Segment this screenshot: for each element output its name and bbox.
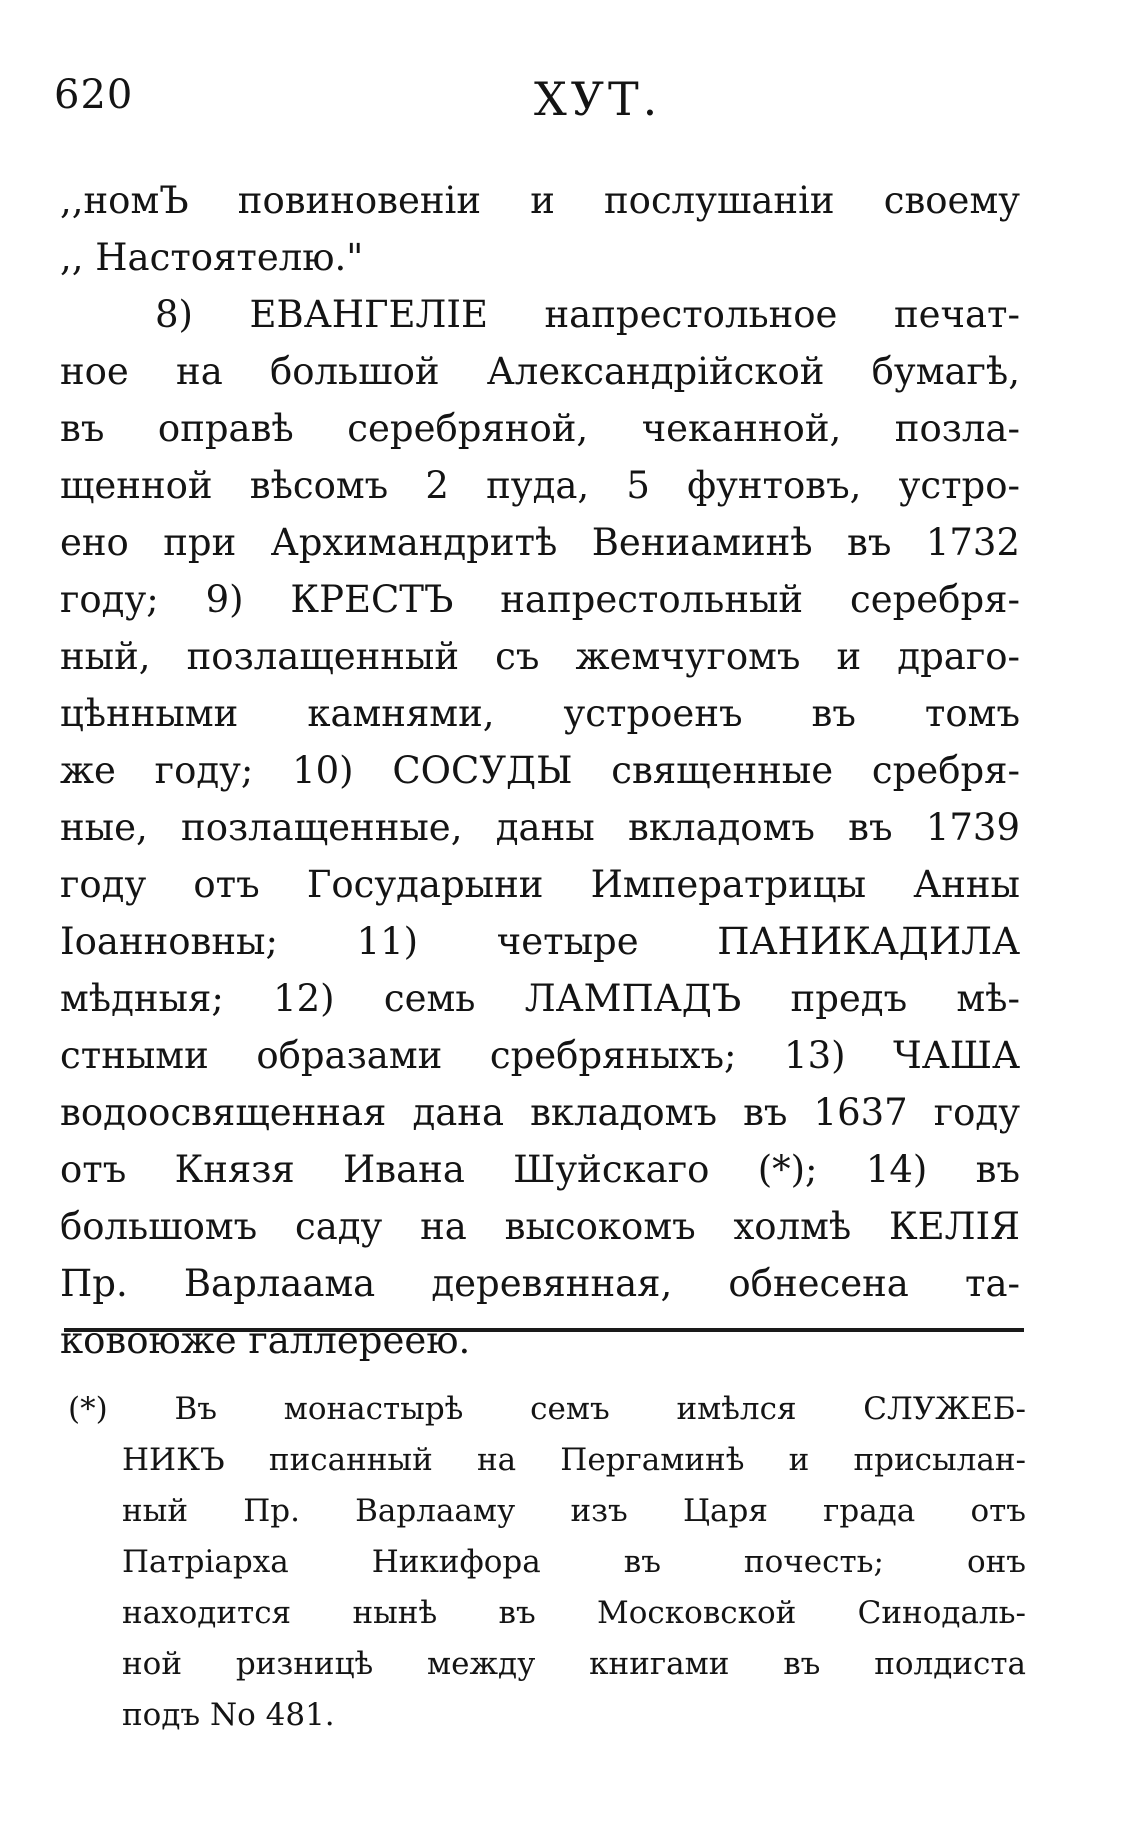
footnote-divider [64, 1328, 1024, 1332]
text-line: мѣдныя; 12) семь ЛАМПАДЪ предъ мѣ- [60, 977, 1020, 1020]
text-line: ное на большой Александрiйской бумагѣ, [60, 350, 1020, 393]
footnote-line: НИКЪ писанный на Пергаминѣ и присылан- [122, 1442, 1026, 1478]
text-line: ные, позлащенные, даны вкладомъ въ 1739 [60, 806, 1020, 849]
text-line: водоосвященная дана вкладомъ въ 1637 году [60, 1091, 1020, 1134]
text-line: году; 9) КРЕСТЪ напрестольный серебря- [60, 578, 1020, 621]
footnote-line: ный Пр. Варлааму изъ Царя града отъ [122, 1493, 1026, 1529]
text-line: Іоанновны; 11) четыре ПАНИКАДИЛА [60, 920, 1020, 963]
text-line: ено при Архимандритѣ Вениаминѣ въ 1732 [60, 521, 1020, 564]
text-line: ,,номЪ повиновенiи и послушанiи своему [60, 179, 1020, 222]
text-line: большомъ саду на высокомъ холмѣ КЕЛIЯ [60, 1205, 1020, 1248]
running-head: ХУТ. [534, 72, 662, 126]
text-line: же году; 10) СОСУДЫ священные сребря- [60, 749, 1020, 792]
footnote-line: ной ризницѣ между книгами въ полдиста [122, 1646, 1026, 1682]
text-line: году отъ Государыни Императрицы Анны [60, 863, 1020, 906]
text-line: ,, Настоятелю." [60, 236, 364, 279]
page-number: 620 [54, 72, 134, 118]
footnote-line: Патрiарха Никифора въ почесть; онъ [122, 1544, 1026, 1580]
footnote [68, 1384, 1026, 1741]
text-line: Пр. Варлаама деревянная, обнесена та- [60, 1262, 1020, 1305]
text-line: ковоюже галлереею. [60, 1319, 471, 1362]
text-line: цѣнными камнями, устроенъ въ томъ [60, 692, 1020, 735]
text-line: стными образами сребряныхъ; 13) ЧАША [60, 1034, 1020, 1077]
text-line: щенной вѣсомъ 2 пуда, 5 фунтовъ, устро- [60, 464, 1020, 507]
page-header [54, 72, 1034, 142]
footnote-line: подъ No 481. [122, 1697, 335, 1733]
text-line: 8) ЕВАНГЕЛIЕ напрестольное печат- [155, 293, 1020, 336]
text-line: отъ Князя Ивана Шуйскаго (*); 14) въ [60, 1148, 1020, 1191]
footnote-line: находится нынѣ въ Московской Синодаль- [122, 1595, 1026, 1631]
text-line: въ оправѣ серебряной, чеканной, позла- [60, 407, 1020, 450]
footnote-line: (*) Въ монастырѣ семъ имѣлся СЛУЖЕБ- [68, 1391, 1026, 1427]
text-line: ный, позлащенный съ жемчугомъ и драго- [60, 635, 1020, 678]
main-text [60, 172, 1020, 1369]
